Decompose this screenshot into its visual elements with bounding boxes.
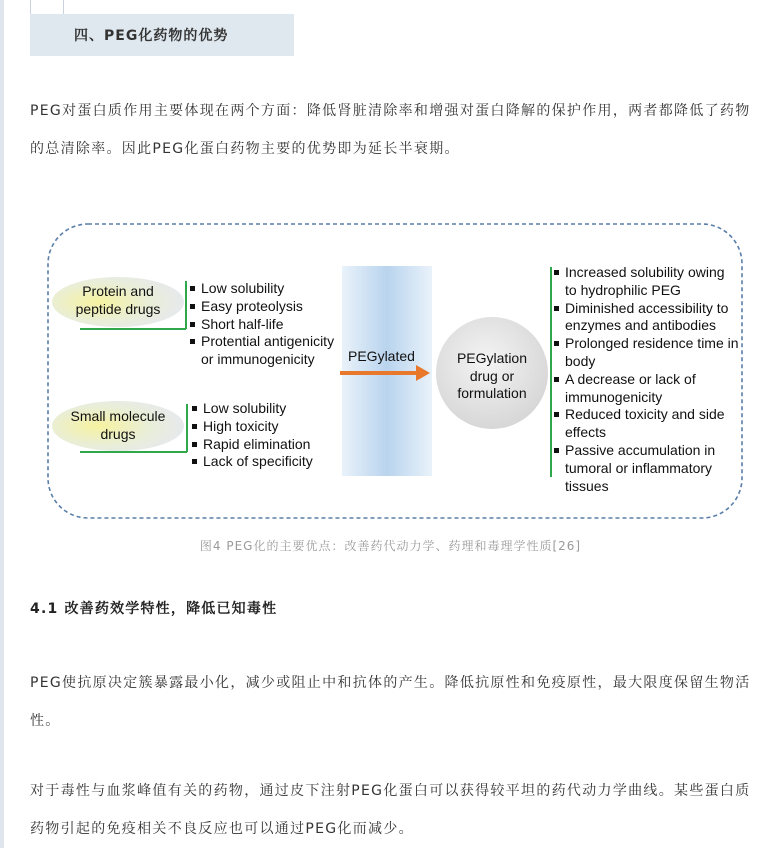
list-item: Lack of specificity [191, 453, 341, 471]
list-item: Short half-life [189, 316, 349, 334]
left-margin-rule [0, 0, 4, 848]
list-item: Passive accumulation in tumoral or inflammatory tissues [553, 442, 739, 495]
list-item: Increased solubility owing to hydrophilic PEG [553, 264, 739, 300]
list-item: Protential antigenicity or immunogenicity [189, 333, 349, 369]
list-item: A decrease or lack of immunogenicity [553, 371, 739, 407]
protein-drugs-issues [189, 280, 349, 369]
list-item: Easy proteolysis [189, 298, 349, 316]
list-item: Low solubility [189, 280, 349, 298]
result-label: PEGylation drug or formulation [456, 350, 528, 401]
subsection-title: 4.1 改善药效学特性，降低已知毒性 [30, 601, 278, 617]
list-item: High toxicity [191, 418, 341, 436]
section-header [30, 14, 294, 56]
advantages-list [553, 264, 739, 495]
figure-caption: 图4 PEG化的主要优点：改善药代动力学、药理和毒理学性质[26] [199, 539, 582, 553]
paragraph-2: PEG使抗原决定簇暴露最小化，减少或阻止中和抗体的产生。降低抗原性和免疫原性，最大限度保留生物活性。 [30, 675, 751, 729]
list-item: Reduced toxicity and side effects [553, 406, 739, 442]
corner-decoration [30, 0, 64, 15]
small-molecule-label: Small molecule drugs [70, 408, 166, 442]
list-item: Rapid elimination [191, 436, 341, 454]
list-item: Prolonged residence time in body [553, 335, 739, 371]
small-molecule-issues [191, 400, 341, 471]
pegylation-figure [46, 222, 744, 520]
intro-paragraph: PEG对蛋白质作用主要体现在两个方面：降低肾脏清除率和增强对蛋白降解的保护作用，两者都降低了药物的总清除率。因此PEG化蛋白药物主要的优势即为延长半衰期。 [30, 103, 751, 157]
section-title: 四、PEG化药物的优势 [74, 28, 229, 44]
pegylated-label: PEGylated [348, 348, 415, 364]
list-item: Low solubility [191, 400, 341, 418]
protein-drugs-label: Protein and peptide drugs [75, 283, 161, 317]
list-item: Diminished accessibility to enzymes and antibodies [553, 300, 739, 336]
paragraph-3: 对于毒性与血浆峰值有关的药物，通过皮下注射PEG化蛋白可以获得较平坦的药代动力学曲线。某些蛋白质药物引起的免疫相关不良反应也可以通过PEG化而减少。 [30, 783, 751, 837]
